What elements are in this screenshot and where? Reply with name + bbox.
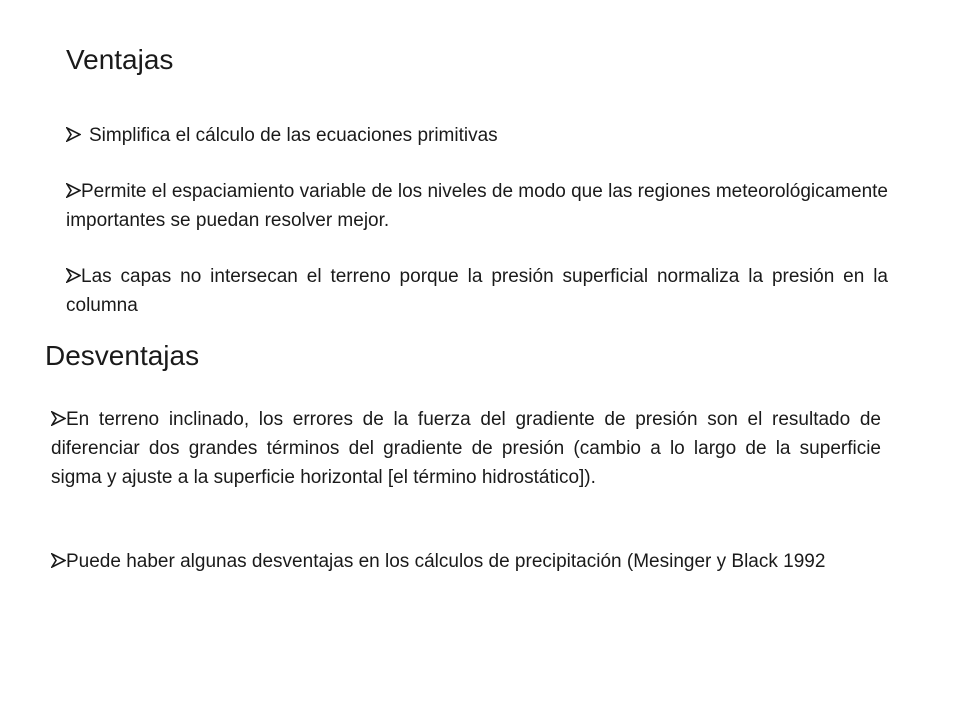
ventajas-heading: Ventajas: [66, 44, 174, 75]
desventajas-item-text: En terreno inclinado, los errores de la fuerza del gradiente de presión son el resultado de diferenciar dos grandes términos del gradiente de presión (cambio a lo largo de la superficie sigma y ajuste a la superficie horizontal [el término hidrostático]).: [51, 409, 881, 488]
ventajas-item-1: [66, 121, 886, 150]
desventajas-item-text: Puede haber algunas desventajas en los cálculos de precipitación (Mesinger y Black 1992: [66, 551, 826, 572]
ventajas-item-text: Permite el espaciamiento variable de los niveles de modo que las regiones meteorológicamente importantes se puedan resolver mejor.: [66, 181, 888, 231]
desventajas-item-1: [51, 405, 881, 492]
desventajas-item-2: [51, 547, 881, 576]
arrowhead-bullet-icon: [51, 553, 66, 568]
arrowhead-bullet-icon: [66, 183, 81, 198]
desventajas-heading: Desventajas: [45, 340, 200, 371]
ventajas-item-2: [66, 177, 888, 235]
arrowhead-bullet-icon: [66, 268, 81, 283]
ventajas-item-3: [66, 262, 888, 320]
ventajas-item-text: Simplifica el cálculo de las ecuaciones primitivas: [89, 125, 498, 146]
arrowhead-bullet-icon: [66, 127, 81, 142]
arrowhead-bullet-icon: [51, 411, 66, 426]
ventajas-item-text: Las capas no intersecan el terreno porque la presión superficial normaliza la presión en la columna: [66, 266, 888, 316]
